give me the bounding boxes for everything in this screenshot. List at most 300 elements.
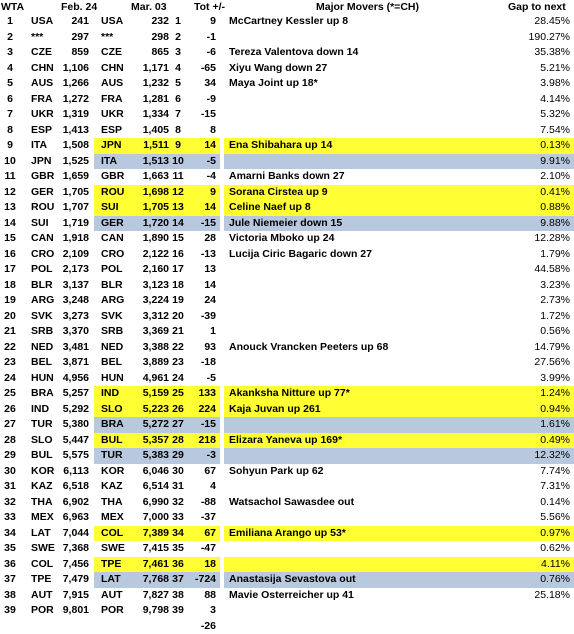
cell-gap: 1.24% xyxy=(516,386,570,402)
cell-rank: 7 xyxy=(0,107,20,123)
cell-gap: 35.38% xyxy=(516,45,570,61)
cell-rank-mar: 26 xyxy=(168,402,188,418)
cell-diff: -1 xyxy=(190,30,216,46)
cell-country-feb: HUN xyxy=(31,371,61,387)
cell-points-feb: 3,871 xyxy=(57,355,89,371)
cell-diff: -47 xyxy=(190,541,216,557)
cell-points-mar: 1,232 xyxy=(133,76,169,92)
table-row xyxy=(0,200,574,216)
cell-points-feb: 297 xyxy=(57,30,89,46)
table-row xyxy=(0,14,574,30)
table-row xyxy=(0,417,574,433)
cell-rank-mar: 16 xyxy=(168,247,188,263)
cell-rank: 2 xyxy=(0,30,20,46)
cell-mover: Elizara Yaneva up 169* xyxy=(229,433,519,449)
cell-diff: 8 xyxy=(190,123,216,139)
cell-diff: 28 xyxy=(190,231,216,247)
table-row xyxy=(0,340,574,356)
cell-country-mar: POL xyxy=(101,262,131,278)
table-row xyxy=(0,247,574,263)
cell-gap: 14.79% xyxy=(516,340,570,356)
cell-diff: 3 xyxy=(190,603,216,619)
cell-country-mar: SRB xyxy=(101,324,131,340)
cell-country-feb: MEX xyxy=(31,510,61,526)
cell-country-mar: CZE xyxy=(101,45,131,61)
cell-diff: -6 xyxy=(190,45,216,61)
cell-points-mar: 6,990 xyxy=(133,495,169,511)
cell-country-mar: THA xyxy=(101,495,131,511)
cell-diff: -15 xyxy=(190,417,216,433)
cell-points-mar: 6,046 xyxy=(133,464,169,480)
cell-gap: 3.99% xyxy=(516,371,570,387)
cell-points-feb: 1,508 xyxy=(57,138,89,154)
cell-points-mar: 2,160 xyxy=(133,262,169,278)
cell-country-mar: AUS xyxy=(101,76,131,92)
table-row xyxy=(0,479,574,495)
cell-rank: 26 xyxy=(0,402,20,418)
cell-points-mar: 1,698 xyxy=(133,185,169,201)
table-row xyxy=(0,464,574,480)
cell-country-mar: ESP xyxy=(101,123,131,139)
table-row xyxy=(0,216,574,232)
cell-country-mar: CRO xyxy=(101,247,131,263)
cell-mover: Mavie Osterreicher up 41 xyxy=(229,588,519,604)
cell-mover: Celine Naef up 8 xyxy=(229,200,519,216)
cell-rank-mar: 37 xyxy=(168,572,188,588)
cell-rank: 28 xyxy=(0,433,20,449)
header-wta: WTA xyxy=(1,0,24,14)
cell-rank-mar: 14 xyxy=(168,216,188,232)
cell-rank: 9 xyxy=(0,138,20,154)
cell-country-mar: AUT xyxy=(101,588,131,604)
cell-country-feb: ITA xyxy=(31,138,61,154)
cell-country-feb: UKR xyxy=(31,107,61,123)
cell-country-feb: AUS xyxy=(31,76,61,92)
cell-points-mar: 7,415 xyxy=(133,541,169,557)
cell-points-feb: 3,273 xyxy=(57,309,89,325)
cell-points-feb: 5,380 xyxy=(57,417,89,433)
cell-country-mar: GBR xyxy=(101,169,131,185)
header-gap: Gap to next xyxy=(508,0,566,14)
cell-diff: -18 xyxy=(190,355,216,371)
cell-diff: -39 xyxy=(190,309,216,325)
header-feb: Feb. 24 xyxy=(61,0,97,14)
cell-points-feb: 2,173 xyxy=(57,262,89,278)
cell-gap: 0.14% xyxy=(516,495,570,511)
cell-country-mar: SLO xyxy=(101,402,131,418)
cell-points-mar: 6,514 xyxy=(133,479,169,495)
cell-rank: 1 xyxy=(0,14,20,30)
cell-country-mar: JPN xyxy=(101,138,131,154)
cell-country-mar: BUL xyxy=(101,433,131,449)
cell-points-feb: 6,113 xyxy=(57,464,89,480)
table-row xyxy=(0,123,574,139)
cell-rank-mar: 31 xyxy=(168,479,188,495)
cell-country-feb: AUT xyxy=(31,588,61,604)
cell-rank-mar: 11 xyxy=(168,169,188,185)
cell-points-mar: 3,123 xyxy=(133,278,169,294)
table-row xyxy=(0,510,574,526)
cell-rank: 13 xyxy=(0,200,20,216)
table-row xyxy=(0,371,574,387)
cell-rank: 21 xyxy=(0,324,20,340)
cell-rank: 17 xyxy=(0,262,20,278)
cell-rank-mar: 8 xyxy=(168,123,188,139)
cell-rank: 5 xyxy=(0,76,20,92)
cell-gap: 9.88% xyxy=(516,216,570,232)
cell-rank-mar: 24 xyxy=(168,371,188,387)
cell-country-feb: CRO xyxy=(31,247,61,263)
cell-points-feb: 5,447 xyxy=(57,433,89,449)
cell-diff: 14 xyxy=(190,278,216,294)
cell-points-feb: 6,963 xyxy=(57,510,89,526)
cell-rank: 33 xyxy=(0,510,20,526)
cell-rank: 27 xyxy=(0,417,20,433)
table-row xyxy=(0,169,574,185)
cell-rank: 35 xyxy=(0,541,20,557)
cell-country-feb: BUL xyxy=(31,448,61,464)
cell-country-feb: CHN xyxy=(31,61,61,77)
cell-rank: 4 xyxy=(0,61,20,77)
cell-diff: 218 xyxy=(190,433,216,449)
cell-country-feb: TPE xyxy=(31,572,61,588)
table-row xyxy=(0,526,574,542)
cell-points-mar: 3,388 xyxy=(133,340,169,356)
table-row xyxy=(0,541,574,557)
cell-diff: 14 xyxy=(190,138,216,154)
cell-points-feb: 6,902 xyxy=(57,495,89,511)
cell-rank-mar: 5 xyxy=(168,76,188,92)
cell-diff: -4 xyxy=(190,169,216,185)
cell-country-mar: *** xyxy=(101,30,131,46)
cell-points-feb: 7,368 xyxy=(57,541,89,557)
cell-points-mar: 865 xyxy=(133,45,169,61)
table-row xyxy=(0,231,574,247)
cell-points-feb: 1,266 xyxy=(57,76,89,92)
cell-points-mar: 5,357 xyxy=(133,433,169,449)
cell-country-mar: SVK xyxy=(101,309,131,325)
cell-country-feb: LAT xyxy=(31,526,61,542)
cell-country-feb: THA xyxy=(31,495,61,511)
cell-diff: 13 xyxy=(190,262,216,278)
cell-points-mar: 3,369 xyxy=(133,324,169,340)
cell-points-mar: 1,890 xyxy=(133,231,169,247)
cell-gap: 27.56% xyxy=(516,355,570,371)
table-row xyxy=(0,45,574,61)
table-row xyxy=(0,262,574,278)
cell-rank-mar: 4 xyxy=(168,61,188,77)
cell-mover: Jule Niemeier down 15 xyxy=(229,216,519,232)
cell-mover: McCartney Kessler up 8 xyxy=(229,14,519,30)
cell-gap: 0.97% xyxy=(516,526,570,542)
cell-diff: 67 xyxy=(190,464,216,480)
cell-country-mar: ARG xyxy=(101,293,131,309)
cell-country-mar: BRA xyxy=(101,417,131,433)
cell-points-mar: 5,272 xyxy=(133,417,169,433)
cell-gap: 5.21% xyxy=(516,61,570,77)
cell-diff: 133 xyxy=(190,386,216,402)
cell-diff: 34 xyxy=(190,76,216,92)
cell-rank-mar: 33 xyxy=(168,510,188,526)
cell-diff: -5 xyxy=(190,154,216,170)
cell-rank-mar: 17 xyxy=(168,262,188,278)
cell-country-feb: GBR xyxy=(31,169,61,185)
cell-rank: 32 xyxy=(0,495,20,511)
cell-points-mar: 1,405 xyxy=(133,123,169,139)
cell-country-feb: USA xyxy=(31,14,61,30)
cell-rank-mar: 29 xyxy=(168,448,188,464)
cell-points-feb: 1,272 xyxy=(57,92,89,108)
cell-gap: 9.91% xyxy=(516,154,570,170)
cell-country-mar: ITA xyxy=(101,154,131,170)
cell-gap: 7.54% xyxy=(516,123,570,139)
table-row xyxy=(0,448,574,464)
cell-rank: 11 xyxy=(0,169,20,185)
cell-gap: 0.94% xyxy=(516,402,570,418)
cell-country-feb: BEL xyxy=(31,355,61,371)
cell-points-feb: 4,956 xyxy=(57,371,89,387)
cell-gap: 7.31% xyxy=(516,479,570,495)
cell-rank-mar: 32 xyxy=(168,495,188,511)
table-row xyxy=(0,185,574,201)
cell-mover: Akanksha Nitture up 77* xyxy=(229,386,519,402)
cell-diff: 4 xyxy=(190,479,216,495)
cell-rank: 36 xyxy=(0,557,20,573)
table-row xyxy=(0,402,574,418)
cell-country-mar: CHN xyxy=(101,61,131,77)
cell-country-mar: NED xyxy=(101,340,131,356)
cell-country-feb: POR xyxy=(31,603,61,619)
cell-points-mar: 2,122 xyxy=(133,247,169,263)
cell-points-feb: 241 xyxy=(57,14,89,30)
cell-country-feb: SVK xyxy=(31,309,61,325)
cell-points-mar: 9,798 xyxy=(133,603,169,619)
cell-diff: 9 xyxy=(190,14,216,30)
cell-country-mar: HUN xyxy=(101,371,131,387)
cell-rank: 14 xyxy=(0,216,20,232)
cell-rank-mar: 2 xyxy=(168,30,188,46)
cell-country-mar: BEL xyxy=(101,355,131,371)
table-row xyxy=(0,138,574,154)
cell-country-feb: FRA xyxy=(31,92,61,108)
cell-rank: 18 xyxy=(0,278,20,294)
cell-rank: 30 xyxy=(0,464,20,480)
cell-diff: 1 xyxy=(190,324,216,340)
cell-gap: 12.28% xyxy=(516,231,570,247)
cell-country-feb: SLO xyxy=(31,433,61,449)
cell-mover: Victoria Mboko up 24 xyxy=(229,231,519,247)
cell-rank: 10 xyxy=(0,154,20,170)
cell-country-feb: SUI xyxy=(31,216,61,232)
cell-gap: 5.32% xyxy=(516,107,570,123)
cell-points-mar: 3,224 xyxy=(133,293,169,309)
cell-rank: 22 xyxy=(0,340,20,356)
cell-country-feb: GER xyxy=(31,185,61,201)
cell-rank-mar: 25 xyxy=(168,386,188,402)
cell-rank: 25 xyxy=(0,386,20,402)
cell-diff: 18 xyxy=(190,557,216,573)
cell-points-feb: 5,292 xyxy=(57,402,89,418)
table-row xyxy=(0,355,574,371)
cell-points-feb: 7,479 xyxy=(57,572,89,588)
cell-country-mar: CAN xyxy=(101,231,131,247)
cell-mover: Emiliana Arango up 53* xyxy=(229,526,519,542)
cell-rank-mar: 19 xyxy=(168,293,188,309)
cell-points-mar: 3,889 xyxy=(133,355,169,371)
cell-points-feb: 7,915 xyxy=(57,588,89,604)
cell-rank-mar: 30 xyxy=(168,464,188,480)
cell-gap: 0.56% xyxy=(516,324,570,340)
total-diff: -26 xyxy=(190,619,216,634)
cell-diff: -88 xyxy=(190,495,216,511)
cell-mover: Anouck Vrancken Peeters up 68 xyxy=(229,340,519,356)
cell-gap: 12.32% xyxy=(516,448,570,464)
cell-country-mar: GER xyxy=(101,216,131,232)
table-row xyxy=(0,386,574,402)
cell-rank: 3 xyxy=(0,45,20,61)
table-row xyxy=(0,433,574,449)
cell-gap: 0.62% xyxy=(516,541,570,557)
table-row xyxy=(0,603,574,619)
header-mar: Mar. 03 xyxy=(131,0,167,14)
cell-points-feb: 1,525 xyxy=(57,154,89,170)
cell-diff: -37 xyxy=(190,510,216,526)
cell-gap: 2.10% xyxy=(516,169,570,185)
cell-points-feb: 1,719 xyxy=(57,216,89,232)
cell-diff: 14 xyxy=(190,200,216,216)
totals-row xyxy=(0,619,574,634)
cell-diff: -65 xyxy=(190,61,216,77)
cell-points-feb: 6,518 xyxy=(57,479,89,495)
table-row xyxy=(0,588,574,604)
cell-gap: 28.45% xyxy=(516,14,570,30)
cell-rank-mar: 18 xyxy=(168,278,188,294)
cell-rank-mar: 35 xyxy=(168,541,188,557)
cell-diff: 224 xyxy=(190,402,216,418)
cell-points-feb: 859 xyxy=(57,45,89,61)
cell-country-mar: POR xyxy=(101,603,131,619)
table-row xyxy=(0,495,574,511)
cell-gap: 4.11% xyxy=(516,557,570,573)
cell-country-feb: JPN xyxy=(31,154,61,170)
cell-rank-mar: 21 xyxy=(168,324,188,340)
cell-rank: 39 xyxy=(0,603,20,619)
cell-mover: Xiyu Wang down 27 xyxy=(229,61,519,77)
cell-diff: 67 xyxy=(190,526,216,542)
cell-country-mar: TUR xyxy=(101,448,131,464)
cell-gap: 0.76% xyxy=(516,572,570,588)
table-row xyxy=(0,324,574,340)
cell-gap: 0.88% xyxy=(516,200,570,216)
cell-rank: 15 xyxy=(0,231,20,247)
cell-country-mar: SWE xyxy=(101,541,131,557)
cell-rank-mar: 1 xyxy=(168,14,188,30)
cell-country-feb: KAZ xyxy=(31,479,61,495)
cell-points-feb: 1,659 xyxy=(57,169,89,185)
cell-points-feb: 3,248 xyxy=(57,293,89,309)
cell-country-mar: MEX xyxy=(101,510,131,526)
cell-rank-mar: 7 xyxy=(168,107,188,123)
cell-country-mar: UKR xyxy=(101,107,131,123)
cell-rank: 38 xyxy=(0,588,20,604)
cell-country-feb: KOR xyxy=(31,464,61,480)
cell-points-feb: 1,319 xyxy=(57,107,89,123)
cell-points-mar: 1,720 xyxy=(133,216,169,232)
table-row xyxy=(0,293,574,309)
cell-points-feb: 1,707 xyxy=(57,200,89,216)
cell-rank: 23 xyxy=(0,355,20,371)
header-row xyxy=(0,0,574,14)
cell-rank-mar: 3 xyxy=(168,45,188,61)
cell-rank: 31 xyxy=(0,479,20,495)
cell-rank: 20 xyxy=(0,309,20,325)
cell-rank: 37 xyxy=(0,572,20,588)
cell-points-feb: 1,413 xyxy=(57,123,89,139)
cell-gap: 25.18% xyxy=(516,588,570,604)
cell-rank-mar: 34 xyxy=(168,526,188,542)
cell-rank-mar: 28 xyxy=(168,433,188,449)
cell-rank-mar: 23 xyxy=(168,355,188,371)
cell-country-feb: ROU xyxy=(31,200,61,216)
cell-gap: 4.14% xyxy=(516,92,570,108)
table-row xyxy=(0,309,574,325)
header-tot: Tot +/- xyxy=(194,0,225,14)
cell-country-mar: ROU xyxy=(101,185,131,201)
cell-gap: 190.27% xyxy=(516,30,570,46)
cell-points-mar: 1,663 xyxy=(133,169,169,185)
cell-country-mar: TPE xyxy=(101,557,131,573)
cell-gap: 1.72% xyxy=(516,309,570,325)
cell-points-mar: 7,768 xyxy=(133,572,169,588)
cell-rank: 16 xyxy=(0,247,20,263)
cell-points-feb: 1,106 xyxy=(57,61,89,77)
cell-gap: 0.41% xyxy=(516,185,570,201)
cell-gap: 0.13% xyxy=(516,138,570,154)
cell-points-feb: 9,801 xyxy=(57,603,89,619)
cell-rank: 6 xyxy=(0,92,20,108)
cell-mover: Kaja Juvan up 261 xyxy=(229,402,519,418)
cell-points-mar: 7,389 xyxy=(133,526,169,542)
cell-country-feb: NED xyxy=(31,340,61,356)
cell-rank-mar: 9 xyxy=(168,138,188,154)
cell-mover: Sorana Cirstea up 9 xyxy=(229,185,519,201)
cell-points-feb: 5,575 xyxy=(57,448,89,464)
table-row xyxy=(0,107,574,123)
cell-gap: 0.49% xyxy=(516,433,570,449)
cell-rank-mar: 6 xyxy=(168,92,188,108)
cell-rank-mar: 22 xyxy=(168,340,188,356)
cell-country-mar: BLR xyxy=(101,278,131,294)
table-row xyxy=(0,76,574,92)
cell-points-mar: 7,827 xyxy=(133,588,169,604)
cell-diff: 9 xyxy=(190,185,216,201)
cell-points-feb: 3,137 xyxy=(57,278,89,294)
cell-diff: -15 xyxy=(190,216,216,232)
cell-gap: 3.23% xyxy=(516,278,570,294)
cell-diff: -13 xyxy=(190,247,216,263)
cell-country-feb: ARG xyxy=(31,293,61,309)
cell-gap: 5.56% xyxy=(516,510,570,526)
cell-rank-mar: 15 xyxy=(168,231,188,247)
cell-country-mar: USA xyxy=(101,14,131,30)
cell-mover: Lucija Ciric Bagaric down 27 xyxy=(229,247,519,263)
cell-gap: 1.79% xyxy=(516,247,570,263)
cell-diff: -724 xyxy=(190,572,216,588)
cell-country-mar: COL xyxy=(101,526,131,542)
cell-points-mar: 5,383 xyxy=(133,448,169,464)
cell-points-feb: 3,370 xyxy=(57,324,89,340)
cell-points-feb: 2,109 xyxy=(57,247,89,263)
